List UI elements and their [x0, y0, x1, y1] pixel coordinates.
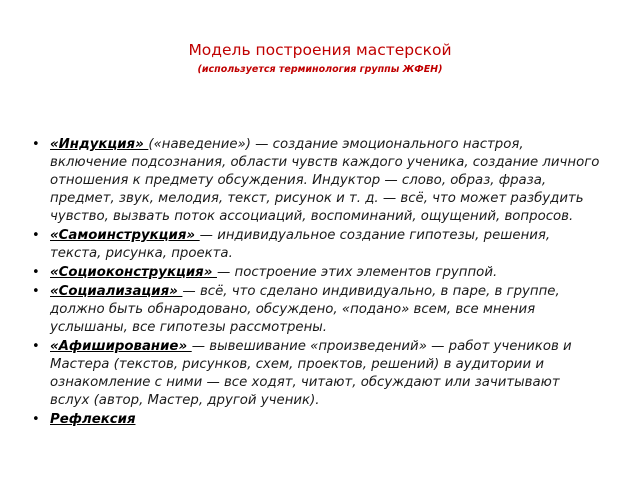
list-item	[28, 136, 602, 226]
bullet-icon: •	[32, 137, 40, 152]
bullet-icon: •	[32, 228, 40, 243]
bullet-icon: •	[32, 284, 40, 299]
term-self-instruction: «Самоинструкция»	[50, 228, 200, 243]
bullet-icon: •	[32, 265, 40, 280]
slide-title: Модель построения мастерской	[188, 41, 452, 59]
item-text: — индивидуальное создание гипотезы, решения, текста, рисунка, проекта.	[50, 228, 551, 261]
bullet-list	[28, 136, 602, 430]
term-induction: «Индукция»	[50, 137, 149, 152]
term-reflection: Рефлексия	[50, 412, 136, 427]
term-socio-construction: «Социоконструкция»	[50, 265, 217, 280]
item-text: — вывешивание «произведений» — работ учеников и Мастера (текстов, рисунков, схем, проектов, решений) в аудитории и ознакомление с ними — все ходят, читают, обсуждают или зачитывают вслух (автор, Мастер, другой ученик).	[50, 339, 572, 408]
list-item	[28, 411, 602, 429]
list-item	[28, 283, 602, 337]
bullet-icon: •	[32, 339, 40, 354]
list-item	[28, 227, 602, 263]
term-exhibition: «Афиширование»	[50, 339, 192, 354]
item-text: — всё, что сделано индивидуально, в паре, в группе, должно быть обнародовано, обсуждено, «подано» всем, все мнения услышаны, все гипотезы рассмотрены.	[50, 284, 560, 335]
slide-subtitle: (используется терминология группы ЖФЕН)	[197, 64, 443, 75]
list-item	[28, 338, 602, 410]
item-text: — построение этих элементов группой.	[216, 265, 498, 280]
item-text: («наведение») — создание эмоционального настроя, включение подсознания, области чувств каждого ученика, создание личного отношения к предмету обсуждения. Индуктор — слово, образ, фраза, предмет, звук, мелодия, текст, рисунок и т. д. — всё, что может разбудить чувство, вызвать поток ассоциаций, воспоминаний, ощущений, вопросов.	[50, 137, 600, 224]
bullet-icon: •	[32, 412, 40, 427]
list-item	[28, 264, 602, 282]
term-socialization: «Социализация»	[50, 284, 183, 299]
